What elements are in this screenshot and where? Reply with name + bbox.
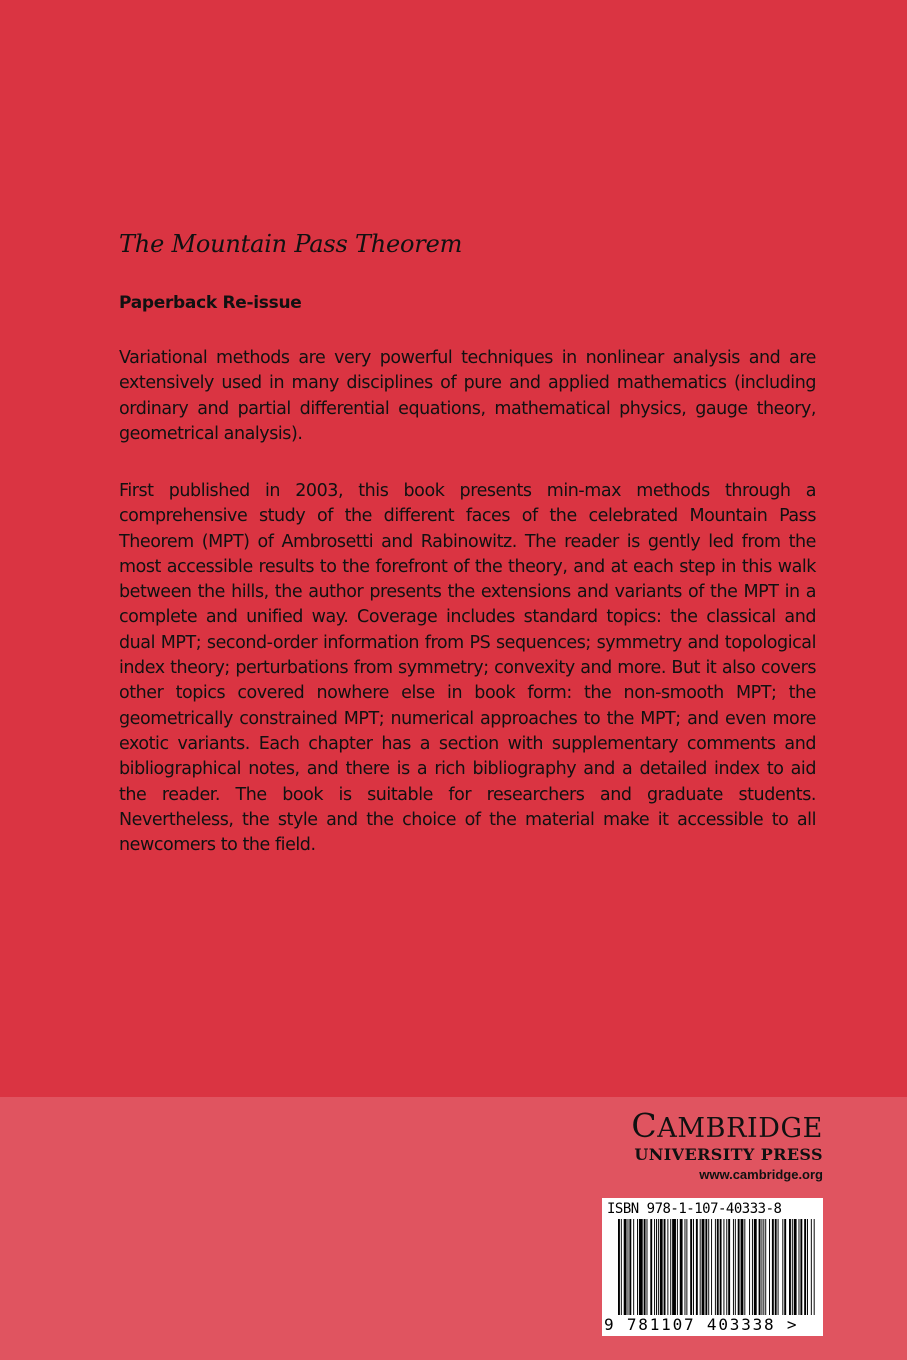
barcode-bar	[720, 1219, 722, 1315]
barcode-bar	[775, 1219, 777, 1315]
barcode-bar	[628, 1219, 629, 1315]
barcode-bar	[741, 1219, 744, 1315]
book-title: The Mountain Pass Theorem	[119, 230, 463, 258]
barcode-bar	[726, 1219, 727, 1315]
barcode-bar	[680, 1219, 683, 1315]
publisher-subtitle: UNIVERSITY PRESS	[634, 1145, 823, 1164]
barcode-bar	[789, 1219, 791, 1315]
barcode-bar	[686, 1219, 687, 1315]
barcode-bar	[618, 1219, 620, 1315]
barcode-bar	[735, 1219, 736, 1315]
barcode-bar	[717, 1219, 719, 1315]
barcode-bar	[759, 1219, 761, 1315]
barcode-bar	[754, 1219, 757, 1315]
barcode-bar	[629, 1219, 631, 1315]
barcode-bar	[672, 1219, 676, 1315]
barcode-bar	[749, 1219, 750, 1315]
barcode-bar	[654, 1219, 655, 1315]
book-subtitle: Paperback Re-issue	[119, 293, 302, 313]
barcode-bar	[667, 1219, 668, 1315]
barcode-bar	[656, 1219, 657, 1315]
barcode-bar	[658, 1219, 659, 1315]
barcode-bar	[804, 1219, 806, 1315]
barcode-bar	[761, 1219, 762, 1315]
barcode-bar	[769, 1219, 770, 1315]
barcode-bar	[650, 1219, 652, 1315]
barcode-bars	[616, 1219, 816, 1315]
barcode-bar	[664, 1219, 666, 1315]
barcode-bar	[772, 1219, 774, 1315]
barcode-bar	[708, 1219, 709, 1315]
barcode-bar	[637, 1219, 638, 1315]
barcode-bar	[807, 1219, 808, 1315]
publisher-name: CAMBRIDGE	[631, 1106, 823, 1145]
barcode-bar	[715, 1219, 716, 1315]
barcode-bar	[814, 1219, 815, 1315]
barcode-bar	[621, 1219, 622, 1315]
barcode-bar	[733, 1219, 734, 1315]
barcode-bar	[794, 1219, 797, 1315]
barcode-bar	[765, 1219, 766, 1315]
barcode-bar	[784, 1219, 786, 1315]
barcode-bar	[702, 1219, 705, 1315]
barcode-bar	[647, 1219, 648, 1315]
barcode-bar	[792, 1219, 793, 1315]
barcode-bar	[778, 1219, 779, 1315]
isbn-barcode	[602, 1198, 823, 1336]
publisher-logo	[631, 1106, 823, 1185]
barcode-bar	[738, 1219, 740, 1315]
barcode-bar	[660, 1219, 663, 1315]
barcode-bar	[670, 1219, 671, 1315]
barcode-bar	[811, 1219, 812, 1315]
barcode-bar	[633, 1219, 634, 1315]
barcode-bar	[800, 1219, 802, 1315]
barcode-bar	[639, 1219, 643, 1315]
barcode-bar	[677, 1219, 678, 1315]
barcode-digits: 9 781107 403338 >	[604, 1315, 799, 1334]
description-paragraph-2: First published in 2003, this book presents min-max methods through a comprehensive study of the different faces of the celebrated Mountain Pass Theorem (MPT) of Ambrosetti and Rabinowitz. The reader is gently led from the most accessible results to the forefront of the theory, and at each step in this walk between the hills, the author presents the extensions and variants of the MPT in a complete and unified way. Coverage includes standard topics: the classical and dual MPT; second-order information from PS sequences; symmetry and topological index theory; perturbations from symmetry; convexity and more. But it also covers other topics covered nowhere else in book form: the non-smooth MPT; the geometrically constrained MPT; numerical approaches to the MPT; and even more exotic variants. Each chapter has a section with supplementary comments and bibliographical notes, and there is a rich bibliography and a detailed index to aid the reader. The book is suitable for researchers and graduate students. Nevertheless, the style and the choice of the material make it accessible to all newcomers to the field.	[119, 481, 816, 856]
barcode-bar	[752, 1219, 753, 1315]
isbn-label: ISBN 978-1-107-40333-8	[607, 1201, 782, 1217]
barcode-bar	[624, 1219, 627, 1315]
barcode-bar	[744, 1219, 745, 1315]
barcode-bar	[799, 1219, 800, 1315]
publisher-url: www.cambridge.org	[699, 1167, 823, 1182]
description-paragraph-1: Variational methods are very powerful techniques in nonlinear analysis and are extensively used in many disciplines of pure and applied mathematics (including ordinary and partial differential equations, mathematical physics, gauge theory, geometrical analysis).	[119, 348, 816, 444]
barcode-bar	[690, 1219, 692, 1315]
barcode-bar	[711, 1219, 712, 1315]
barcode-bar	[782, 1219, 783, 1315]
barcode-bar	[644, 1219, 646, 1315]
barcode-bar	[705, 1219, 707, 1315]
barcode-bar	[700, 1219, 701, 1315]
barcode-bar	[685, 1219, 686, 1315]
barcode-bar	[696, 1219, 698, 1315]
barcode-bar	[693, 1219, 694, 1315]
barcode-bar	[763, 1219, 764, 1315]
barcode-bar	[728, 1219, 730, 1315]
barcode-bar	[723, 1219, 724, 1315]
